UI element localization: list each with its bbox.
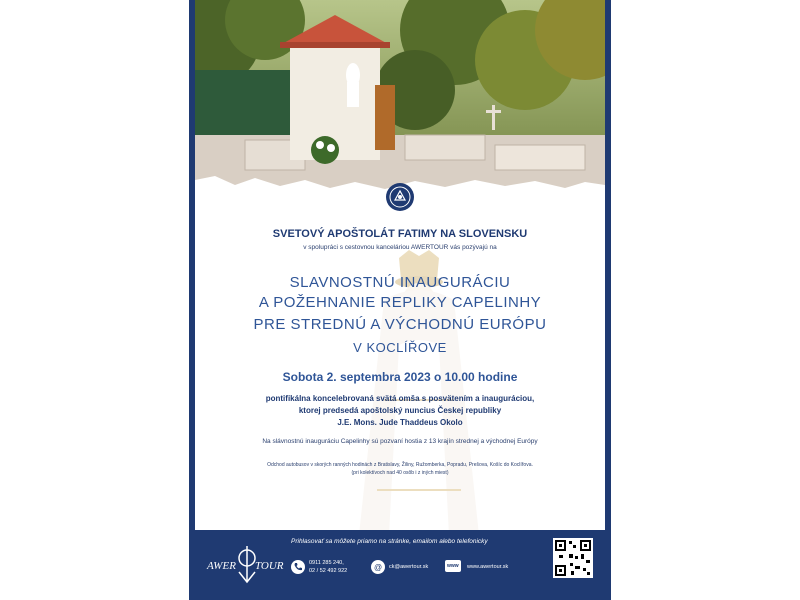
mass-line-2: ktorej predsedá apoštolský nuncius Českej republiky [298,406,502,415]
invite-line: v spolupráci s cestovnou kanceláriou AWERTOUR vás pozývajú na [303,244,497,251]
headline-line-1: SLAVNOSTNÚ INAUGURÁCIU [289,274,511,291]
svg-text:@: @ [373,563,383,572]
mass-line-1: pontifikálna koncelebrovaná svätá omša s posvätením a inauguráciou, [265,394,535,403]
phone-icon [291,560,305,574]
bus-line-2: (pri kolektívoch nad 40 osôb i z iných miest) [351,470,449,476]
headline-line-3: PRE STREDNÚ A VÝCHODNÚ EURÓPU [253,316,547,333]
awertour-logo [203,542,293,587]
invitation-poster [189,0,611,600]
headline-line-2: A POŽEHNANIE REPLIKY CAPELINHY [258,294,542,311]
logo-text-left: AWER [207,560,236,572]
web-address[interactable]: www.awertour.sk [467,564,509,570]
bus-line-1: Odchod autobusov v skorých ranných hodinách z Bratislavy, Žiliny, Ružomberka, Popradu, Prešova, Košíc do Koclířova. [267,462,533,468]
web-badge-text: www [447,563,459,569]
date-line: Sobota 2. septembra 2023 o 10.00 hodine [282,370,518,384]
mass-line-3: J.E. Mons. Jude Thaddeus Okolo [337,418,463,427]
phone-number-2[interactable]: 02 / 52 492 922 [309,568,348,574]
invitation-content [195,180,605,530]
web-icon [445,560,461,572]
organization-title: SVETOVÝ APOŠTOLÁT FATIMY NA SLOVENSKU [272,228,528,240]
footer-bar [195,530,605,600]
guests-line: Na slávnostnú inauguráciu Capelinhy sú pozvaní hostia z 13 krajín strednej a východnej Európy [262,438,538,445]
signup-text: Prihlasovať sa môžete priamo na stránke, emailom alebo telefonicky [291,538,488,545]
fatima-seal-icon [385,182,415,212]
right-border [605,0,611,600]
logo-text-right: TOUR [255,560,284,572]
chapel-photo [195,0,605,200]
qr-code-icon[interactable] [553,538,593,578]
headline-line-4: V KOCLÍŘOVE [353,340,447,355]
email-address[interactable]: ck@awertour.sk [389,564,429,570]
email-icon [371,560,385,574]
phone-number-1[interactable]: 0911 285 240, [309,560,344,566]
